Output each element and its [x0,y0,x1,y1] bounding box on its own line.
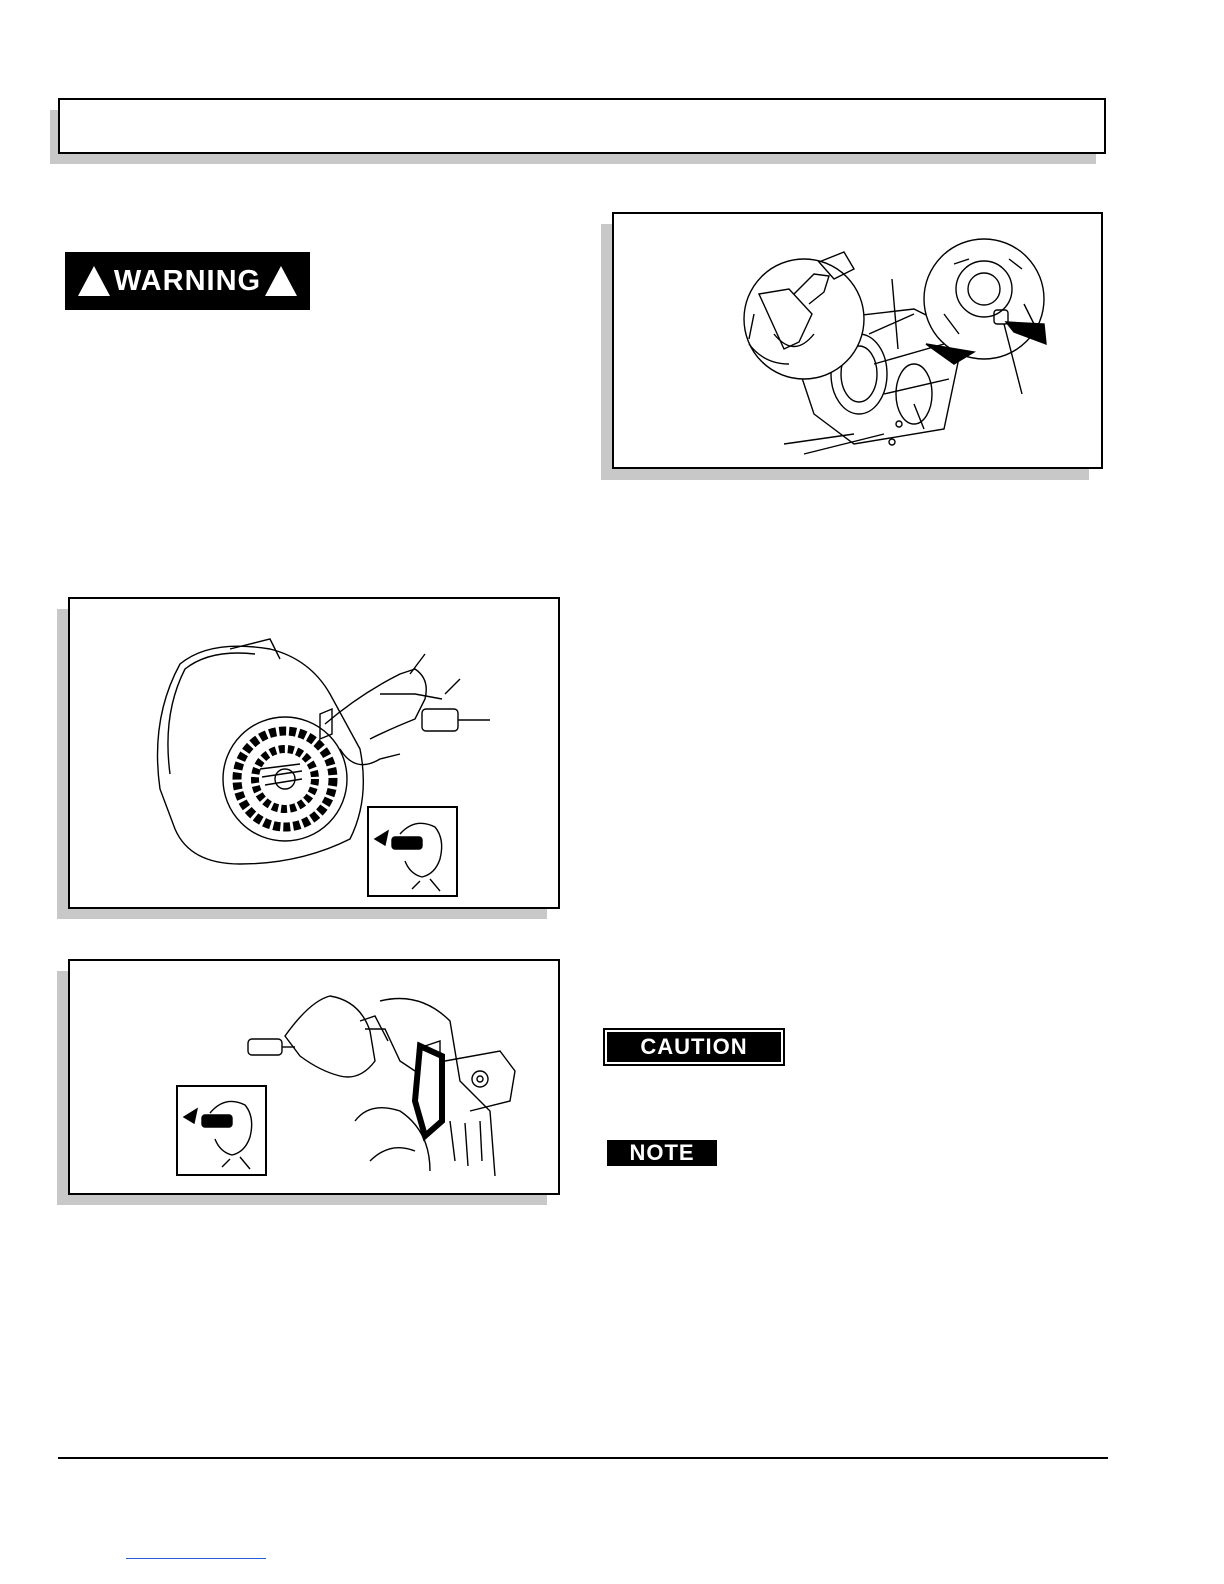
footer-link[interactable] [126,1558,266,1559]
brake-illustration [70,961,558,1193]
warning-triangle-icon [78,266,110,296]
oil-fill-hub-illustration [614,214,1101,467]
warning-label [65,252,310,310]
caution-text: CAUTION [640,1034,748,1059]
caution-label [605,1030,783,1064]
section-title-bar [58,98,1106,154]
footer-rule [58,1457,1108,1459]
brake-figure [68,959,560,1195]
warning-triangle-icon [265,266,297,296]
oil-fill-hub-figure [612,212,1103,469]
warning-text: WARNING [113,264,262,297]
note-text: NOTE [629,1140,695,1165]
fan-screen-figure [68,597,560,909]
note-label [604,1137,720,1169]
fan-screen-illustration [70,599,558,907]
